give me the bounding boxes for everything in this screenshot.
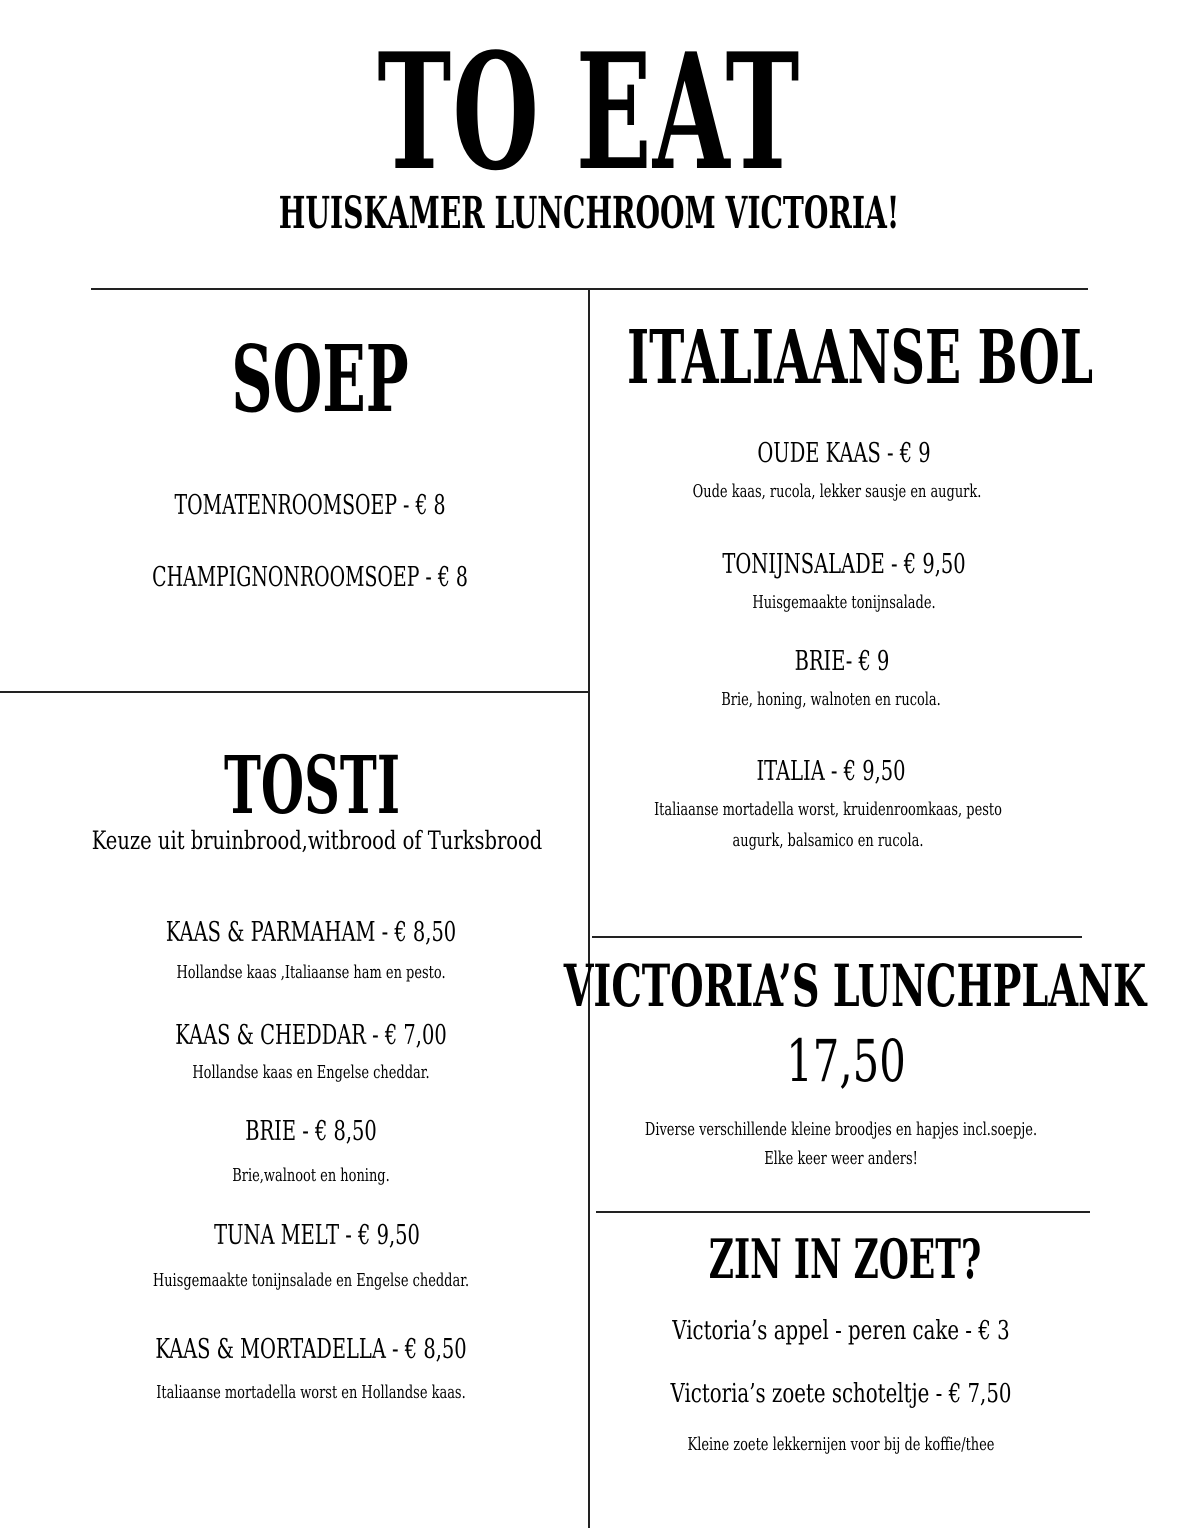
menu-item-desc: Brie, honing, walnoten en rucola. [721, 689, 941, 710]
menu-item-desc-wrap [679, 689, 984, 710]
soep-heading: SOEP [231, 325, 409, 433]
menu-item-desc: Oude kaas, rucola, lekker sausje en augurk. [692, 481, 982, 502]
zoet-heading-wrap [632, 1227, 1058, 1291]
zoet-heading: ZIN IN ZOET? [708, 1227, 982, 1291]
menu-item-desc-wrap [202, 1165, 421, 1186]
lunchplank-price-wrap [763, 1027, 929, 1095]
menu-item-name: Victoria’s zoete schoteltje - € 7,50 [670, 1379, 1012, 1409]
tosti-note-wrap [28, 826, 606, 855]
menu-item-desc: augurk, balsamico en rucola. [732, 830, 924, 851]
bol-heading: ITALIAANSE BOL [626, 315, 1094, 401]
menu-item-desc: Brie,walnoot en honing. [232, 1165, 390, 1186]
menu-item-desc: Hollandse kaas ,Italiaanse ham en pesto. [176, 962, 446, 983]
menu-item-desc-wrap [146, 1062, 476, 1083]
lunchplank-desc: Elke keer weer anders! [764, 1148, 918, 1169]
menu-item-name: ITALIA - € 9,50 [756, 756, 906, 787]
menu-item [116, 490, 503, 521]
menu-item [776, 646, 908, 677]
lunchplank-desc-wrap [734, 1148, 947, 1169]
menu-item-name: TUNA MELT - € 9,50 [214, 1220, 420, 1251]
zoet-desc: Kleine zoete lekkernijen voor bij de koffie/thee [687, 1434, 995, 1455]
soep-tosti-divider [0, 691, 590, 693]
menu-item-desc: Italiaanse mortadella worst, kruidenroomkaas, pesto [654, 799, 1002, 820]
lunchplank-desc: Diverse verschillende kleine broodjes en hapjes incl.soepje. [644, 1119, 1038, 1140]
menu-item-desc-wrap [586, 799, 1069, 820]
page-title-wrap [248, 18, 931, 206]
menu-item-name: KAAS & CHEDDAR - € 7,00 [175, 1020, 447, 1051]
menu-item [109, 917, 512, 948]
menu-item-desc-wrap [637, 481, 1038, 502]
menu-item-name: TONIJNSALADE - € 9,50 [722, 549, 966, 580]
lunchplank-heading: VICTORIA’S LUNCHPLANK [563, 952, 1147, 1020]
menu-item-desc-wrap [96, 1382, 526, 1403]
menu-item-desc-wrap [695, 830, 960, 851]
page-subtitle: HUISKAMER LUNCHROOM VICTORIA! [278, 188, 900, 239]
menu-item [95, 1334, 527, 1365]
column-divider [588, 290, 590, 1528]
menu-item [84, 562, 535, 593]
menu-item [619, 1316, 1063, 1346]
lunchplank-zoet-divider [596, 1211, 1090, 1213]
menu-item-desc: Italiaanse mortadella worst en Hollandse kaas. [156, 1382, 466, 1403]
menu-item-desc: Huisgemaakte tonijnsalade en Engelse cheddar. [152, 1270, 470, 1291]
menu-item [123, 1020, 500, 1051]
menu-item-name: BRIE - € 8,50 [245, 1116, 377, 1147]
zoet-desc-wrap [628, 1434, 1054, 1455]
menu-item [174, 1220, 460, 1251]
menu-item-name: CHAMPIGNONROOMSOEP - € 8 [152, 562, 468, 593]
soep-heading-wrap [177, 325, 463, 433]
menu-item-desc-wrap [717, 592, 971, 613]
menu-item [617, 1379, 1066, 1409]
page-subtitle-wrap [104, 188, 1073, 239]
page-title: TO EAT [377, 18, 801, 206]
bol-lunchplank-divider [592, 936, 1082, 938]
menu-item [728, 756, 935, 787]
menu-item-name: KAAS & MORTADELLA - € 8,50 [155, 1334, 467, 1365]
menu-item-name: KAAS & PARMAHAM - € 8,50 [165, 917, 457, 948]
lunchplank-heading-wrap [414, 952, 1179, 1020]
menu-item [724, 438, 965, 469]
menu-item-name: BRIE- € 9 [794, 646, 890, 677]
tosti-heading-wrap [170, 738, 454, 832]
menu-item [675, 549, 1013, 580]
tosti-heading: TOSTI [223, 738, 401, 832]
menu-item-desc: Hollandse kaas en Engelse cheddar. [192, 1062, 430, 1083]
tosti-note: Keuze uit bruinbrood,witbrood of Turksbrood [91, 826, 543, 855]
menu-item-name: OUDE KAAS - € 9 [757, 438, 931, 469]
menu-item [220, 1116, 403, 1147]
bol-heading-wrap [496, 315, 1179, 401]
lunchplank-price: 17,50 [786, 1027, 906, 1095]
menu-item-name: Victoria’s appel - peren cake - € 3 [672, 1316, 1010, 1346]
menu-item-desc: Huisgemaakte tonijnsalade. [752, 592, 936, 613]
menu-item-desc-wrap [91, 1270, 530, 1291]
menu-item-name: TOMATENROOMSOEP - € 8 [174, 490, 446, 521]
lunchplank-desc-wrap [569, 1119, 1114, 1140]
